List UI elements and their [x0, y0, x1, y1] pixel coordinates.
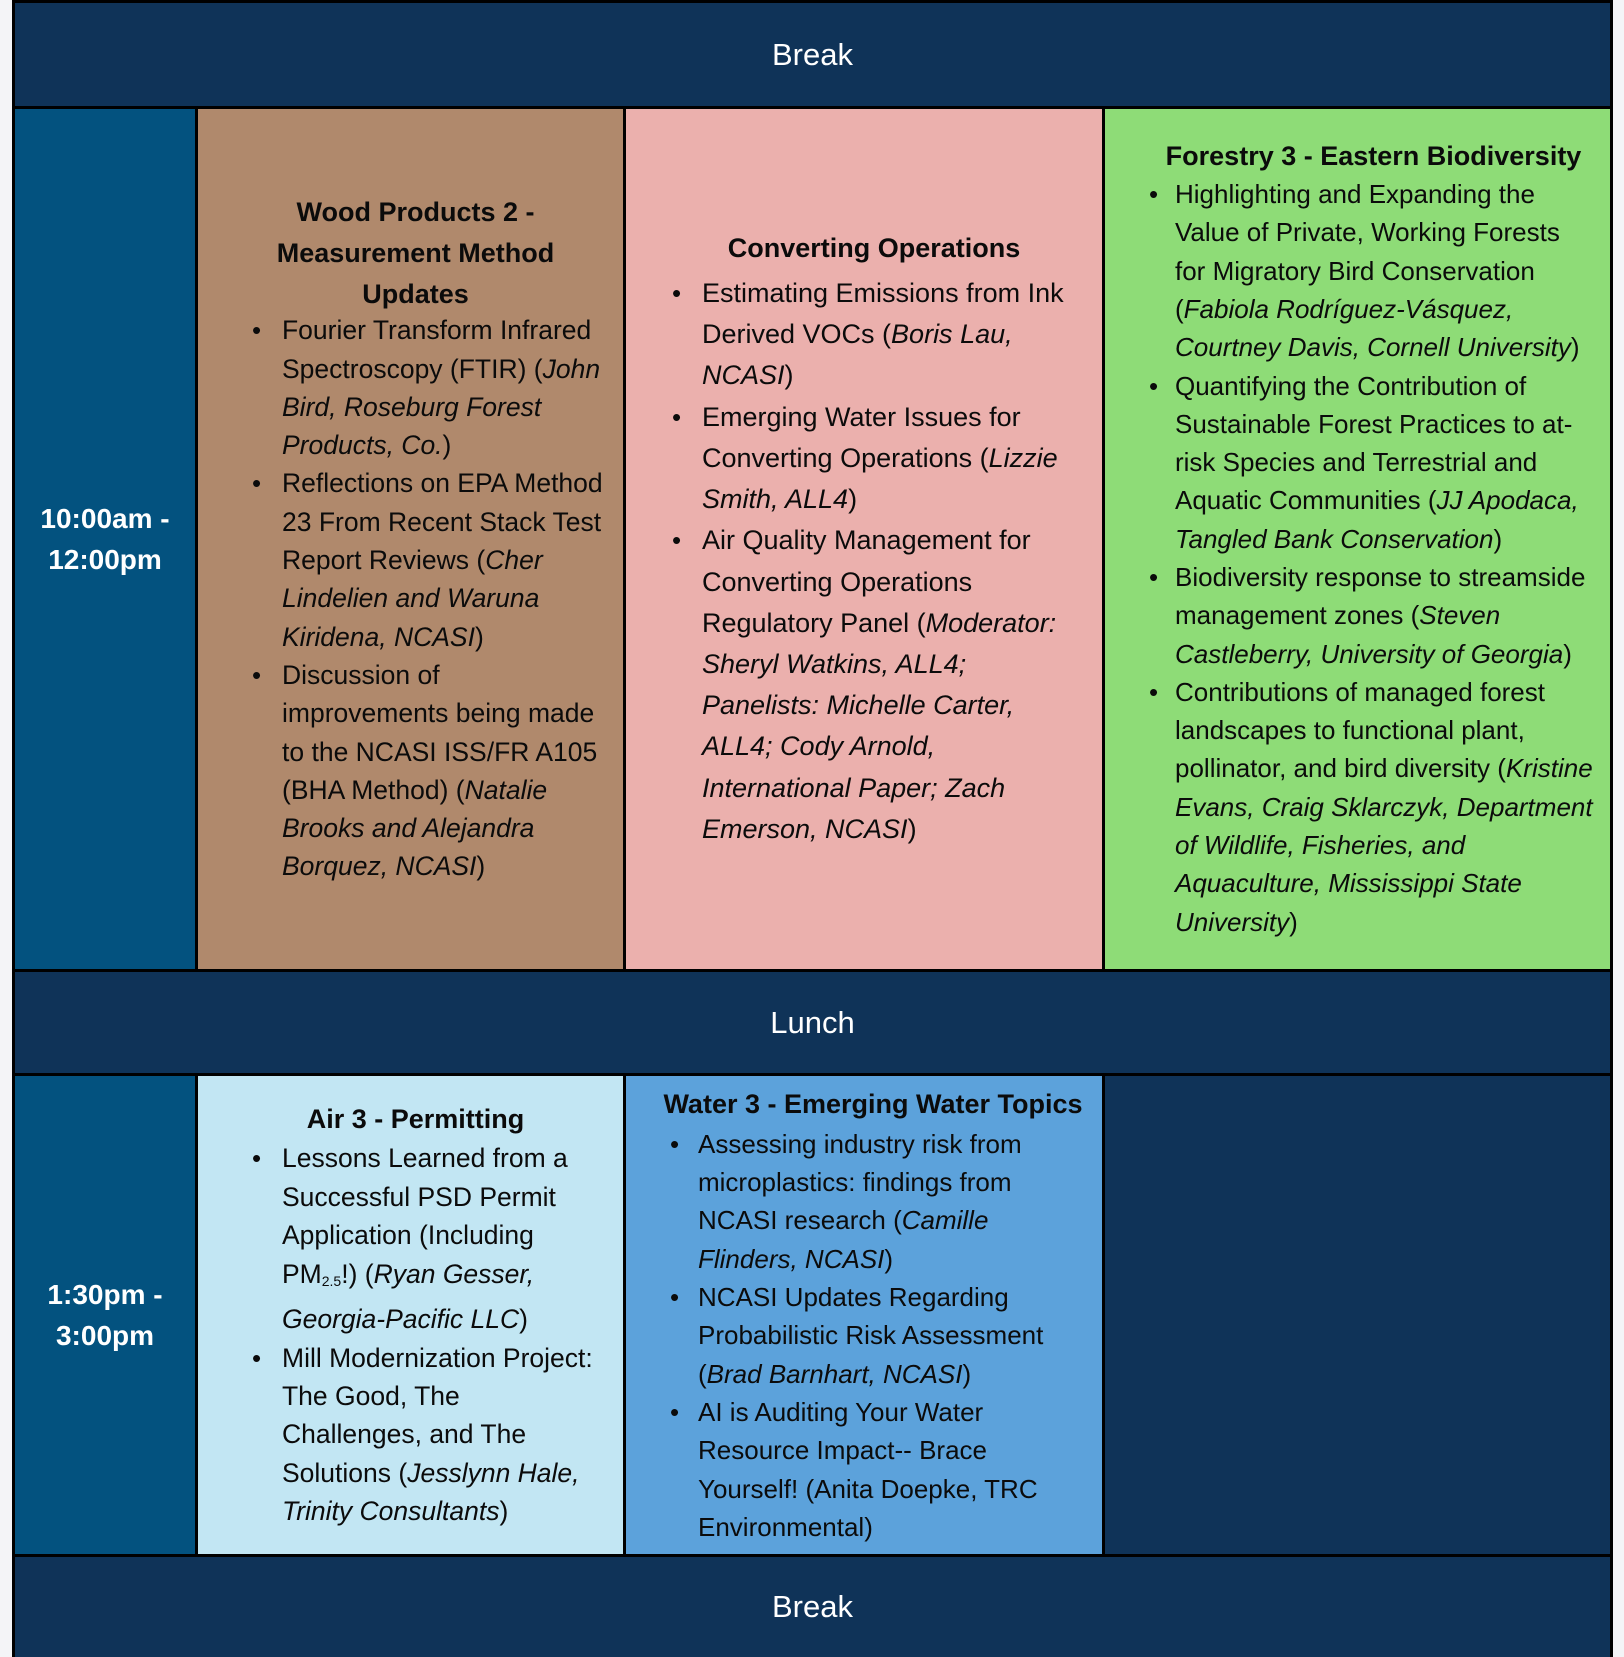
talk-list [658, 1125, 1088, 1546]
speaker: JJ Apodaca, Tangled Bank Conservation [1175, 485, 1579, 554]
lunch-label: Lunch [770, 1004, 855, 1040]
speaker: Moderator: Sheryl Watkins, ALL4; Panelists: Michelle Carter, ALL4; Cody Arnold, International Paper; Zach Emerson, NCASI [702, 607, 1057, 844]
list-item: • Quantifying the Contribution of Sustainable Forest Practices to at-risk Species and Terrestrial and Aquatic Communities (JJ Apodaca, Tangled Bank Conservation) [1175, 367, 1596, 558]
agenda-grid [12, 0, 1613, 1657]
list-item: • Emerging Water Issues for Converting Operations (Lizzie Smith, ALL4) [702, 397, 1082, 521]
list-item: • NCASI Updates Regarding Probabilistic Risk Assessment (Brad Barnhart, NCASI) [698, 1278, 1088, 1393]
talk-list [1151, 175, 1596, 941]
time-label-morning: 10:00am - 12:00pm [40, 503, 170, 575]
list-item: • Contributions of managed forest landscapes to functional plant, pollinator, and bird diversity (Kristine Evans, Craig Sklarczyk, Department of Wildlife, Fisheries, and Aquaculture, Mississippi State University) [1175, 673, 1596, 941]
speaker: Ryan Gesser, Georgia-Pacific LLC [282, 1258, 535, 1335]
list-item: • Lessons Learned from a Successful PSD Permit Application (Including $PM_{2.5}$!) (Ryan Gesser, Georgia-Pacific LLC) [282, 1139, 605, 1338]
list-item: • Estimating Emissions from Ink Derived VOCs (Boris Lau, NCASI) [702, 273, 1082, 397]
speaker: Camille Flinders, NCASI [698, 1205, 989, 1274]
session-wood-products [198, 109, 623, 969]
speaker: Natalie Brooks and Alejandra Borquez, NCASI [282, 774, 548, 882]
time-cell-morning [15, 109, 195, 969]
talk-list [226, 1139, 605, 1530]
session-title: Converting Operations [727, 233, 1021, 264]
session-converting-operations [626, 109, 1102, 969]
session-title: Air 3 - Permitting [306, 1104, 525, 1135]
list-item: • AI is Auditing Your Water Resource Impact-- Brace Yourself! (Anita Doepke, TRC Environmental) [698, 1393, 1088, 1546]
speaker: Kristine Evans, Craig Sklarczyk, Department of Wildlife, Fisheries, and Aquaculture, Mississippi State University [1175, 753, 1593, 937]
speaker: Boris Lau, NCASI [702, 319, 1013, 391]
session-air-permitting [198, 1076, 623, 1554]
speaker: Cher Lindelien and Waruna Kiridena, NCASI [282, 545, 543, 652]
lunch-row [15, 972, 1610, 1073]
speaker: Brad Barnhart, NCASI [706, 1358, 963, 1389]
speaker: Lizzie Smith, ALL4 [702, 442, 1058, 515]
list-item: • Highlighting and Expanding the Value of Private, Working Forests for Migratory Bird Conservation (Fabiola Rodríguez-Vásquez, Courtney Davis, Cornell University) [1175, 175, 1596, 366]
list-item: • Mill Modernization Project: The Good, The Challenges, and The Solutions (Jesslynn Hale, Trinity Consultants) [282, 1339, 605, 1531]
session-title: Forestry 3 - Eastern Biodiversity [1165, 141, 1582, 172]
break-label: Break [772, 1589, 853, 1624]
list-item: • Biodiversity response to streamside management zones (Steven Castleberry, University of Georgia) [1175, 558, 1596, 673]
empty-slot [1105, 1076, 1610, 1554]
list-item: • Reflections on EPA Method 23 From Recent Stack Test Report Reviews (Cher Lindelien and Waruna Kiridena, NCASI) [282, 464, 605, 655]
break-row-bottom [15, 1557, 1610, 1657]
list-item: • Air Quality Management for Converting Operations Regulatory Panel (Moderator: Sheryl Watkins, ALL4; Panelists: Michelle Carter, ALL4; Cody Arnold, International Paper; Zach Emerson, NCASI) [702, 520, 1082, 850]
time-cell-afternoon [15, 1076, 195, 1554]
session-forestry [1105, 109, 1610, 969]
break-row-top [15, 3, 1610, 106]
talk-list [666, 273, 1082, 850]
list-item: • Discussion of improvements being made to the NCASI ISS/FR A105 (BHA Method) (Natalie Brooks and Alejandra Borquez, NCASI) [282, 656, 605, 886]
session-water-topics [626, 1076, 1102, 1554]
speaker: Fabiola Rodríguez-Vásquez, Courtney Davis, Cornell University [1175, 293, 1571, 363]
session-title: Water 3 - Emerging Water Topics [663, 1088, 1083, 1119]
session-title: Wood Products 2 - Measurement Method Updates [276, 197, 555, 310]
list-item: • Assessing industry risk from microplastics: findings from NCASI research (Camille Flinders, NCASI) [698, 1125, 1088, 1278]
list-item: • Fourier Transform Infrared Spectroscopy (FTIR) (John Bird, Roseburg Forest Products, Co.) [282, 311, 605, 464]
break-label: Break [772, 36, 853, 72]
speaker: John Bird, Roseburg Forest Products, Co. [282, 353, 601, 461]
speaker: Jesslynn Hale, Trinity Consultants [282, 1457, 580, 1527]
speaker: Steven Castleberry, University of Georgia [1175, 600, 1564, 669]
talk-list [226, 311, 605, 885]
time-label-afternoon: 1:30pm - 3:00pm [47, 1279, 163, 1351]
